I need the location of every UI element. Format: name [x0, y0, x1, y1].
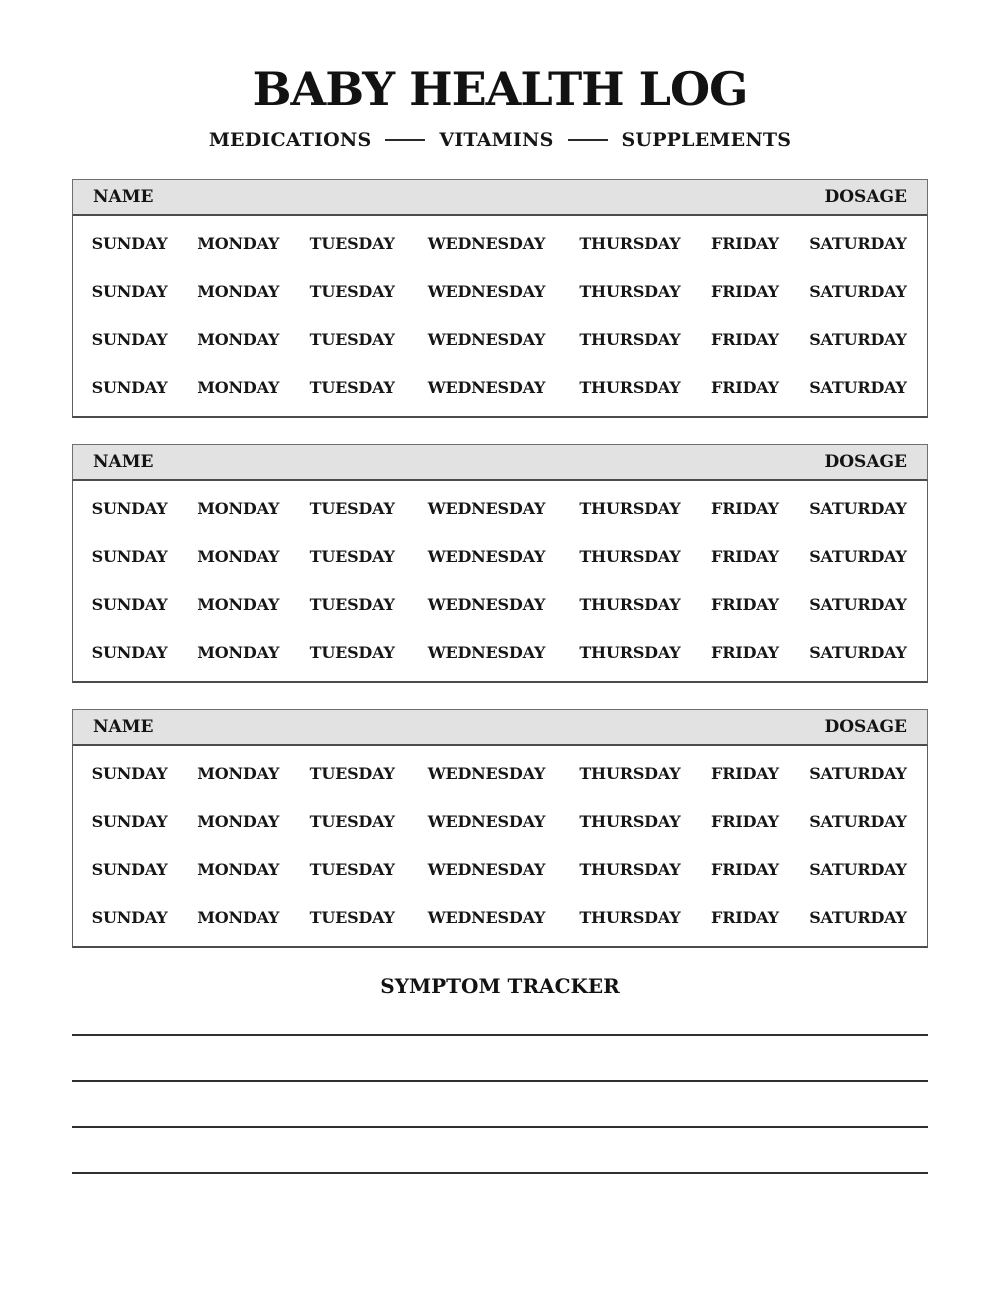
day-cell-tuesday: TUESDAY: [309, 377, 395, 397]
day-cell-wednesday: WEDNESDAY: [427, 907, 546, 927]
day-row: [77, 219, 923, 267]
table-body: [72, 216, 928, 418]
day-cell-sunday: SUNDAY: [91, 498, 168, 518]
day-cell-thursday: THURSDAY: [579, 377, 681, 397]
day-cell-sunday: SUNDAY: [91, 546, 168, 566]
day-cell-saturday: SATURDAY: [809, 859, 907, 879]
day-cell-friday: FRIDAY: [711, 811, 779, 831]
day-cell-monday: MONDAY: [197, 377, 280, 397]
day-cell-monday: MONDAY: [197, 811, 280, 831]
day-cell-thursday: THURSDAY: [579, 907, 681, 927]
medication-log-table: [72, 709, 928, 948]
day-row: [77, 749, 923, 797]
day-cell-sunday: SUNDAY: [91, 329, 168, 349]
day-cell-monday: MONDAY: [197, 907, 280, 927]
day-cell-thursday: THURSDAY: [579, 546, 681, 566]
table-header: [72, 179, 928, 216]
day-cell-saturday: SATURDAY: [809, 281, 907, 301]
day-cell-tuesday: TUESDAY: [309, 763, 395, 783]
day-cell-wednesday: WEDNESDAY: [427, 811, 546, 831]
day-cell-wednesday: WEDNESDAY: [427, 377, 546, 397]
day-cell-wednesday: WEDNESDAY: [427, 329, 546, 349]
page-title: BABY HEALTH LOG: [252, 62, 748, 116]
day-cell-tuesday: TUESDAY: [309, 498, 395, 518]
day-cell-sunday: SUNDAY: [91, 811, 168, 831]
subtitle: [0, 129, 1000, 151]
day-cell-tuesday: TUESDAY: [309, 329, 395, 349]
day-cell-sunday: SUNDAY: [91, 763, 168, 783]
subtitle-dash-divider: [385, 139, 425, 141]
day-cell-saturday: SATURDAY: [809, 377, 907, 397]
day-row: [77, 893, 923, 941]
day-cell-thursday: THURSDAY: [579, 329, 681, 349]
day-row: [77, 363, 923, 411]
day-cell-friday: FRIDAY: [711, 763, 779, 783]
note-line: [72, 1128, 928, 1174]
name-column-label: NAME: [93, 452, 154, 473]
day-cell-wednesday: WEDNESDAY: [427, 546, 546, 566]
day-cell-friday: FRIDAY: [711, 859, 779, 879]
day-cell-monday: MONDAY: [197, 281, 280, 301]
day-cell-monday: MONDAY: [197, 594, 280, 614]
day-cell-monday: MONDAY: [197, 329, 280, 349]
day-cell-tuesday: TUESDAY: [309, 642, 395, 662]
day-cell-friday: FRIDAY: [711, 329, 779, 349]
day-cell-sunday: SUNDAY: [91, 907, 168, 927]
day-cell-saturday: SATURDAY: [809, 498, 907, 518]
day-cell-wednesday: WEDNESDAY: [427, 763, 546, 783]
subtitle-dash-divider: [568, 139, 608, 141]
day-cell-friday: FRIDAY: [711, 546, 779, 566]
day-cell-tuesday: TUESDAY: [309, 233, 395, 253]
days-grid: [77, 484, 923, 676]
day-cell-thursday: THURSDAY: [579, 498, 681, 518]
dosage-column-label: DOSAGE: [824, 187, 907, 208]
day-cell-saturday: SATURDAY: [809, 642, 907, 662]
day-cell-sunday: SUNDAY: [91, 281, 168, 301]
table-body: [72, 746, 928, 948]
subtitle-item-supplements: SUPPLEMENTS: [621, 129, 792, 152]
day-cell-friday: FRIDAY: [711, 281, 779, 301]
day-cell-saturday: SATURDAY: [809, 763, 907, 783]
day-cell-monday: MONDAY: [197, 763, 280, 783]
day-cell-wednesday: WEDNESDAY: [427, 281, 546, 301]
name-column-label: NAME: [93, 717, 154, 738]
subtitle-item-vitamins: VITAMINS: [439, 129, 554, 152]
day-row: [77, 628, 923, 676]
day-cell-monday: MONDAY: [197, 642, 280, 662]
day-cell-saturday: SATURDAY: [809, 594, 907, 614]
day-cell-saturday: SATURDAY: [809, 329, 907, 349]
symptom-tracker-title: SYMPTOM TRACKER: [380, 974, 620, 999]
days-grid: [77, 749, 923, 941]
name-column-label: NAME: [93, 187, 154, 208]
day-cell-thursday: THURSDAY: [579, 859, 681, 879]
day-cell-thursday: THURSDAY: [579, 233, 681, 253]
day-cell-tuesday: TUESDAY: [309, 907, 395, 927]
day-cell-sunday: SUNDAY: [91, 859, 168, 879]
day-cell-wednesday: WEDNESDAY: [427, 594, 546, 614]
day-cell-tuesday: TUESDAY: [309, 859, 395, 879]
day-cell-sunday: SUNDAY: [91, 594, 168, 614]
day-row: [77, 315, 923, 363]
medication-log-table: [72, 444, 928, 683]
medication-tables-container: [72, 179, 928, 948]
day-row: [77, 532, 923, 580]
day-cell-friday: FRIDAY: [711, 594, 779, 614]
day-cell-thursday: THURSDAY: [579, 763, 681, 783]
day-cell-monday: MONDAY: [197, 498, 280, 518]
day-cell-saturday: SATURDAY: [809, 233, 907, 253]
day-row: [77, 797, 923, 845]
day-cell-saturday: SATURDAY: [809, 907, 907, 927]
day-cell-thursday: THURSDAY: [579, 642, 681, 662]
day-cell-thursday: THURSDAY: [579, 281, 681, 301]
note-line: [72, 998, 928, 1036]
table-header: [72, 444, 928, 481]
day-cell-sunday: SUNDAY: [91, 642, 168, 662]
day-cell-wednesday: WEDNESDAY: [427, 859, 546, 879]
note-line: [72, 1082, 928, 1128]
day-cell-sunday: SUNDAY: [91, 233, 168, 253]
day-row: [77, 580, 923, 628]
day-cell-saturday: SATURDAY: [809, 811, 907, 831]
day-cell-friday: FRIDAY: [711, 233, 779, 253]
day-cell-friday: FRIDAY: [711, 642, 779, 662]
day-cell-wednesday: WEDNESDAY: [427, 233, 546, 253]
day-cell-tuesday: TUESDAY: [309, 594, 395, 614]
day-cell-monday: MONDAY: [197, 233, 280, 253]
day-row: [77, 484, 923, 532]
day-cell-friday: FRIDAY: [711, 907, 779, 927]
day-cell-thursday: THURSDAY: [579, 594, 681, 614]
note-line: [72, 1036, 928, 1082]
dosage-column-label: DOSAGE: [824, 717, 907, 738]
day-cell-monday: MONDAY: [197, 859, 280, 879]
day-row: [77, 267, 923, 315]
symptom-tracker-lines: [72, 998, 928, 1174]
day-cell-monday: MONDAY: [197, 546, 280, 566]
day-cell-friday: FRIDAY: [711, 377, 779, 397]
day-cell-tuesday: TUESDAY: [309, 546, 395, 566]
subtitle-item-medications: MEDICATIONS: [208, 129, 372, 152]
day-cell-thursday: THURSDAY: [579, 811, 681, 831]
day-cell-tuesday: TUESDAY: [309, 281, 395, 301]
day-cell-friday: FRIDAY: [711, 498, 779, 518]
day-cell-saturday: SATURDAY: [809, 546, 907, 566]
medication-log-table: [72, 179, 928, 418]
days-grid: [77, 219, 923, 411]
day-cell-wednesday: WEDNESDAY: [427, 642, 546, 662]
table-header: [72, 709, 928, 746]
day-cell-tuesday: TUESDAY: [309, 811, 395, 831]
day-cell-wednesday: WEDNESDAY: [427, 498, 546, 518]
day-row: [77, 845, 923, 893]
dosage-column-label: DOSAGE: [824, 452, 907, 473]
table-body: [72, 481, 928, 683]
day-cell-sunday: SUNDAY: [91, 377, 168, 397]
